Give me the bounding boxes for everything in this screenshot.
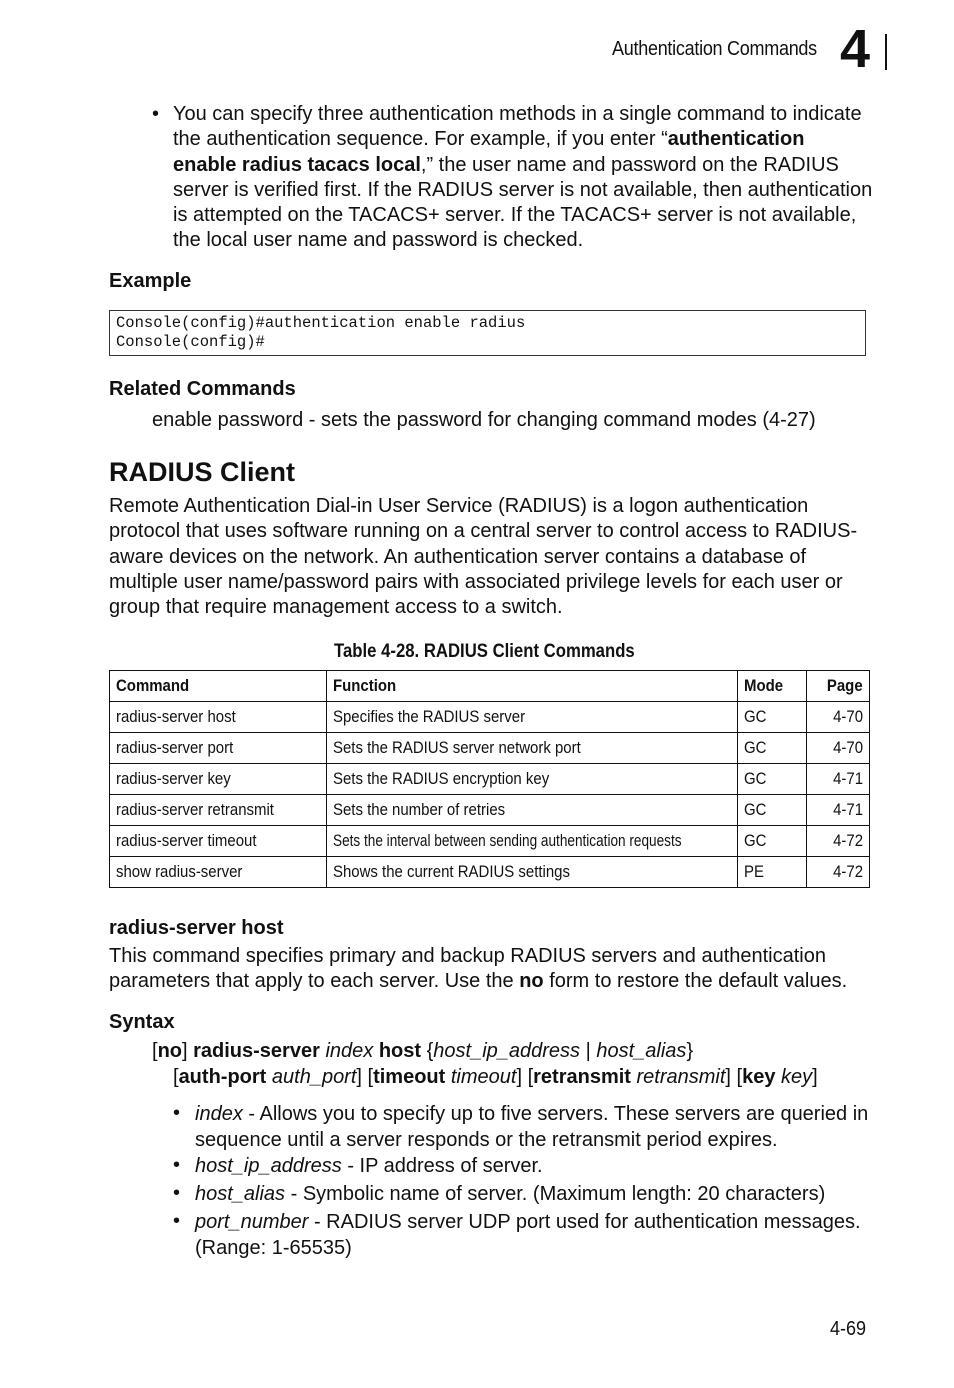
column-header-function: Function [327, 671, 738, 702]
table-row [110, 733, 870, 764]
column-header-page: Page [807, 671, 870, 702]
cell-command: radius-server key [110, 764, 327, 795]
param-item: index - Allows you to specify up to five servers. These servers are queried in sequence until a server responds or the retransmit period expires. [195, 1103, 869, 1151]
cell-page: 4-71 [807, 795, 870, 826]
cell-mode: GC [738, 826, 807, 857]
cell-mode: PE [738, 857, 807, 888]
cell-function: Sets the RADIUS encryption key [327, 764, 738, 795]
param-item: host_ip_address - IP address of server. [195, 1155, 543, 1177]
code-line: Console(config)#authentication enable radius [116, 314, 526, 332]
cell-command: radius-server timeout [110, 826, 327, 857]
intro-bullet-text: You can specify three authentication methods in a single command to indicate the authentication sequence. For example, if you enter “authentication enable radius tacacs local,” the user name and password on the RADIUS server is verified first. If the RADIUS server is not available, then authentication is attempted on the TACACS+ server. If the TACACS+ server is not available, the local user name and password is checked. [173, 103, 873, 252]
cell-page: 4-72 [807, 826, 870, 857]
cell-page: 4-71 [807, 764, 870, 795]
cell-function: Sets the number of retries [327, 795, 738, 826]
table-row [110, 795, 870, 826]
cell-function: Sets the RADIUS server network port [327, 733, 738, 764]
column-header-command: Command [110, 671, 327, 702]
cell-command: radius-server host [110, 702, 327, 733]
cell-mode: GC [738, 733, 807, 764]
bullet-icon: • [173, 1102, 181, 1124]
table-row [110, 764, 870, 795]
cell-command: radius-server port [110, 733, 327, 764]
cell-page: 4-72 [807, 857, 870, 888]
command-heading: radius-server host [109, 917, 284, 939]
cell-page: 4-70 [807, 733, 870, 764]
bullet-icon: • [173, 1210, 181, 1232]
section-paragraph: Remote Authentication Dial-in User Service (RADIUS) is a logon authentication protocol that uses software running on a central server to control access to RADIUS-aware devices on the network. An authentication server contains a database of multiple user name/password pairs with associated privilege levels for each user or group that require management access to a switch. [109, 495, 858, 619]
header-divider [885, 34, 887, 70]
code-line: Console(config)# [116, 333, 265, 351]
cell-command: show radius-server [110, 857, 327, 888]
table-row [110, 857, 870, 888]
syntax-line-1: [no] radius-server index host {host_ip_address | host_alias} [152, 1040, 694, 1062]
cell-function: Sets the interval between sending authentication requests [327, 826, 738, 857]
bullet-icon: • [173, 1154, 181, 1176]
related-command-text: enable password - sets the password for changing command modes (4-27) [152, 409, 816, 431]
cell-mode: GC [738, 795, 807, 826]
section-title: RADIUS Client [109, 457, 296, 487]
syntax-line-2: [auth-port auth_port] [timeout timeout] [retransmit retransmit] [key key] [173, 1066, 818, 1088]
running-header-title: Authentication Commands [612, 38, 817, 60]
commands-table [109, 670, 870, 888]
command-description: This command specifies primary and backup RADIUS servers and authentication parameters that apply to each server. Use the no form to restore the default values. [109, 945, 848, 993]
table-header-row [110, 671, 870, 702]
param-item: host_alias - Symbolic name of server. (Maximum length: 20 characters) [195, 1183, 826, 1205]
cell-page: 4-70 [807, 702, 870, 733]
cell-function: Specifies the RADIUS server [327, 702, 738, 733]
table-row [110, 826, 870, 857]
column-header-mode: Mode [738, 671, 807, 702]
chapter-number: 4 [840, 19, 871, 79]
table-caption: Table 4-28. RADIUS Client Commands [334, 641, 635, 662]
table-row [110, 702, 870, 733]
cell-mode: GC [738, 702, 807, 733]
example-heading: Example [109, 270, 192, 292]
cell-function: Shows the current RADIUS settings [327, 857, 738, 888]
bullet-icon: • [173, 1182, 181, 1204]
syntax-heading: Syntax [109, 1011, 175, 1033]
page-number: 4-69 [830, 1318, 867, 1340]
related-heading: Related Commands [109, 378, 296, 400]
param-item: port_number - RADIUS server UDP port used for authentication messages. (Range: 1-65535) [195, 1211, 861, 1259]
bullet-icon: • [152, 103, 160, 125]
cell-command: radius-server retransmit [110, 795, 327, 826]
cell-mode: GC [738, 764, 807, 795]
